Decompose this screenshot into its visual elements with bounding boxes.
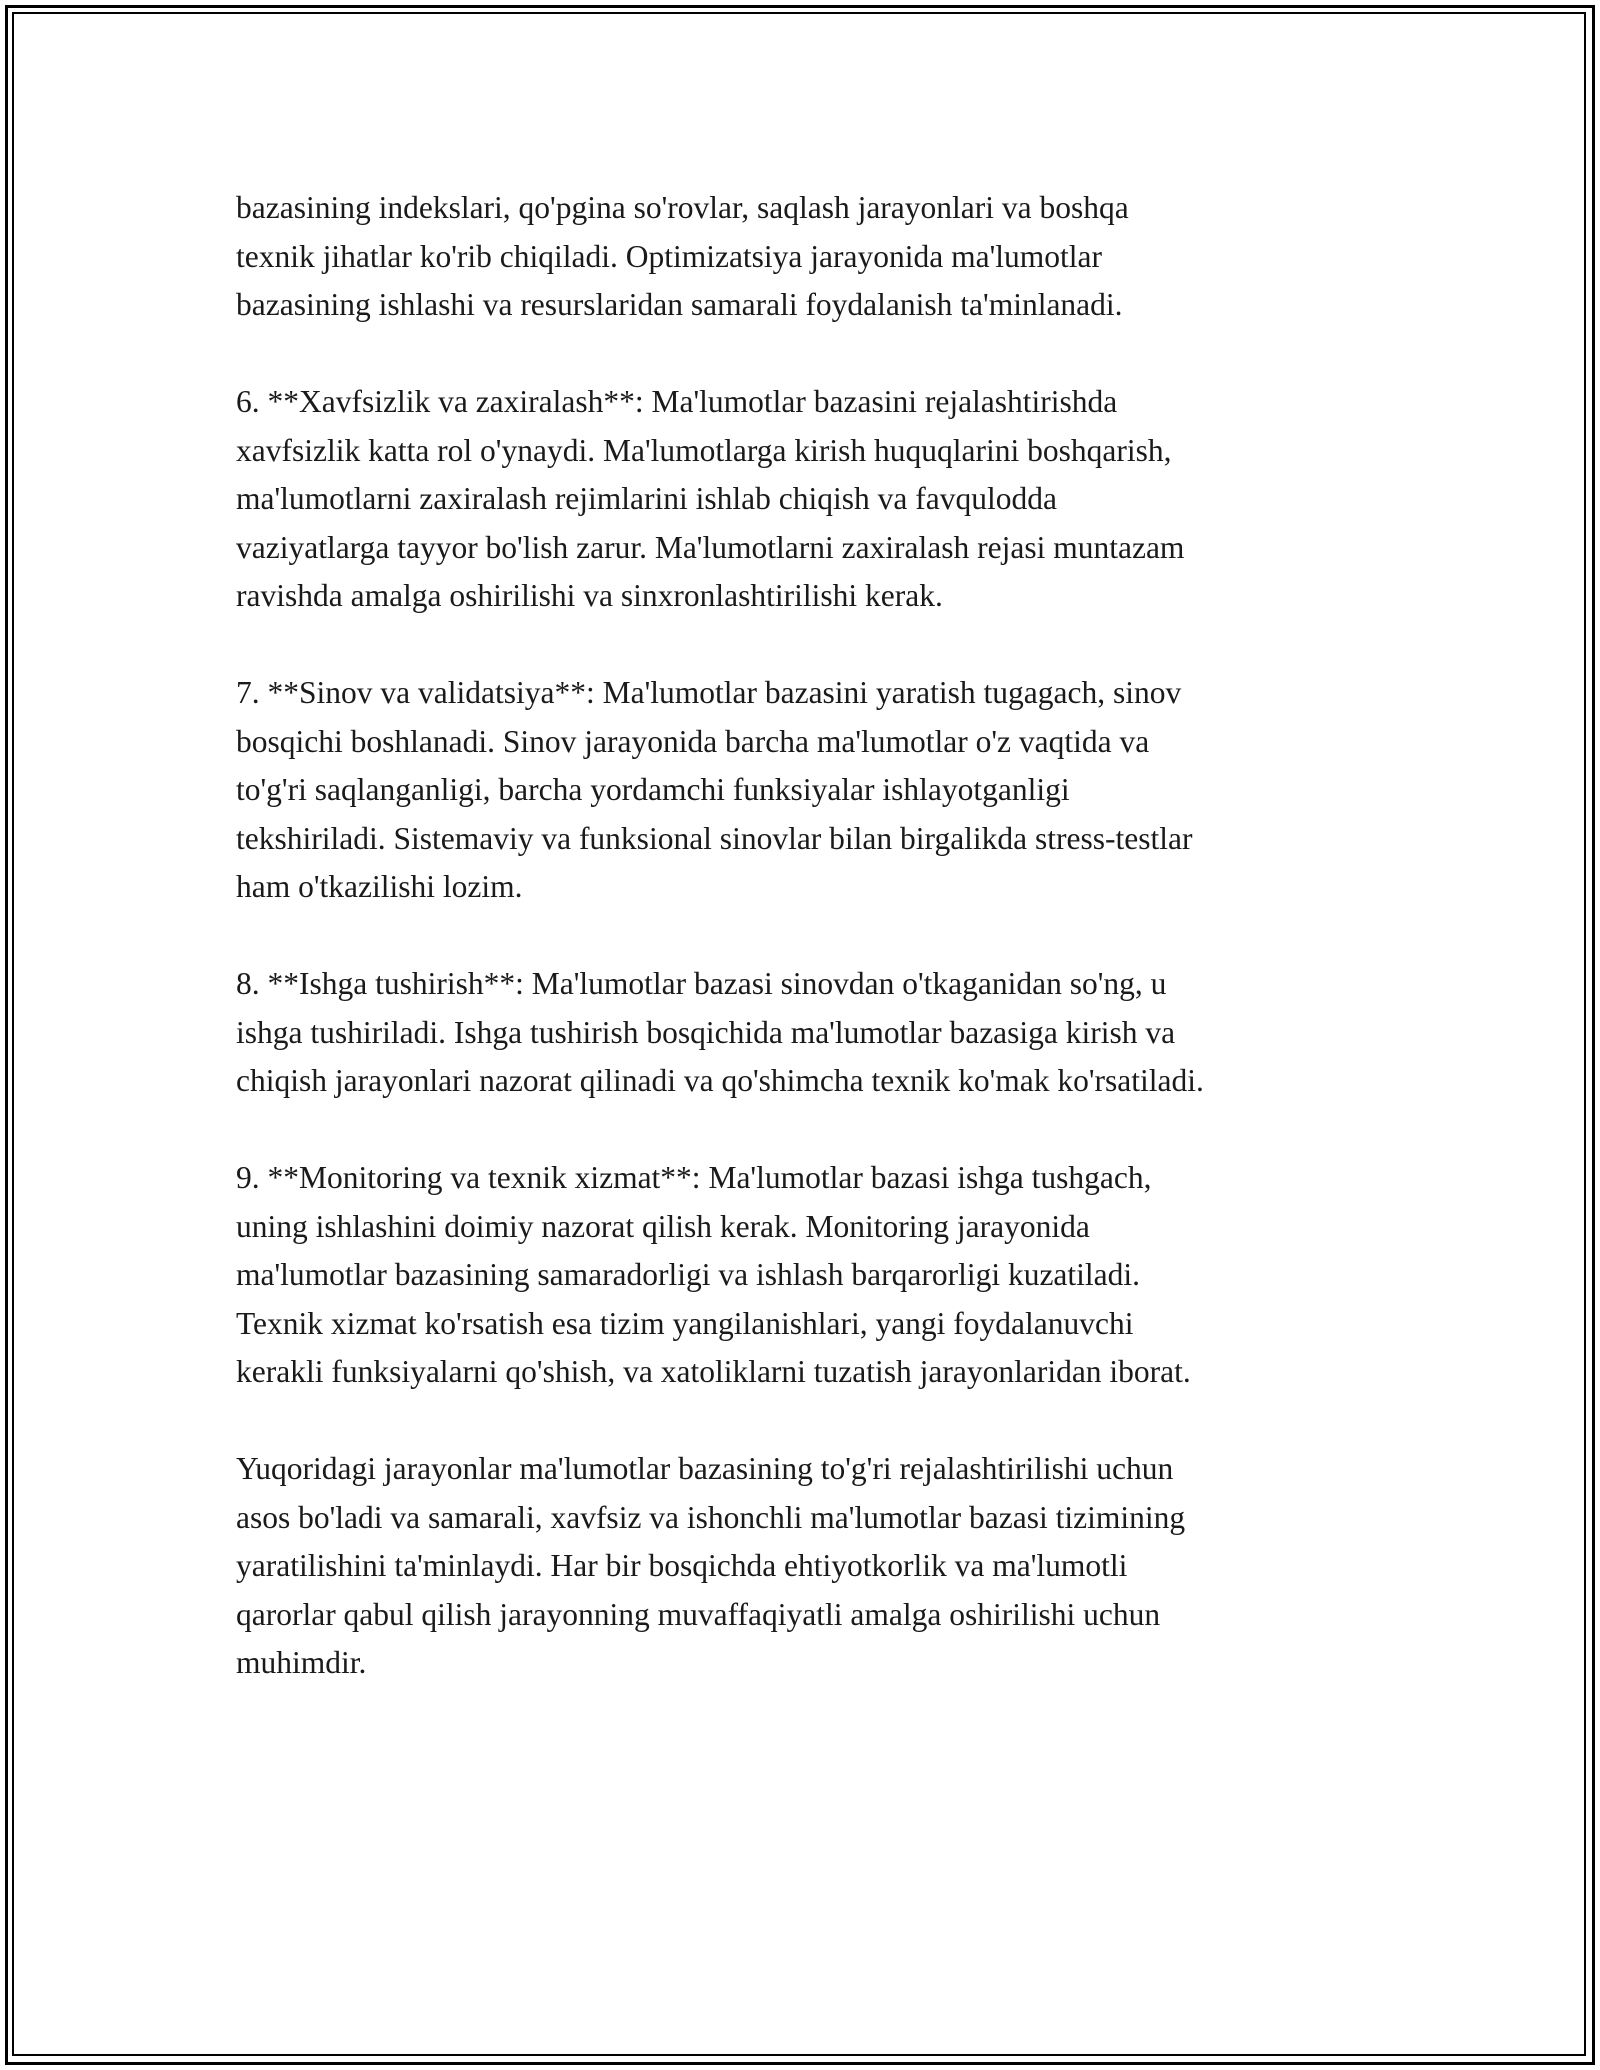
paragraph-deployment — [236, 960, 1396, 1106]
text-line: 7. **Sinov va validatsiya**: Ma'lumotlar bazasini yaratish tugagach, sinov — [236, 675, 1182, 710]
text-line: 8. **Ishga tushirish**: Ma'lumotlar bazasi sinovdan o'tkaganidan so'ng, u — [236, 966, 1167, 1001]
text-line: uning ishlashini doimiy nazorat qilish kerak. Monitoring jarayonida — [236, 1208, 1090, 1244]
text-line: bosqichi boshlanadi. Sinov jarayonida barcha ma'lumotlar o'z vaqtida va — [236, 723, 1150, 759]
paragraph-conclusion — [236, 1445, 1396, 1688]
paragraph-security-backup — [236, 378, 1396, 621]
text-line: muhimdir. — [236, 1645, 367, 1680]
text-line: bazasining indekslari, qo'pgina so'rovlar, saqlash jarayonlari va boshqa — [236, 190, 1129, 225]
text-line: qarorlar qabul qilish jarayonning muvaffaqiyatli amalga oshirilishi uchun — [236, 1596, 1161, 1632]
text-line: texnik jihatlar ko'rib chiqiladi. Optimizatsiya jarayonida ma'lumotlar — [236, 238, 1102, 274]
text-line: asos bo'ladi va samarali, xavfsiz va ishonchli ma'lumotlar bazasi tizimining — [236, 1499, 1186, 1535]
text-line: to'g'ri saqlanganligi, barcha yordamchi funksiyalar ishlayotganligi — [236, 772, 1070, 807]
text-line: 9. **Monitoring va texnik xizmat**: Ma'lumotlar bazasi ishga tushgach, — [236, 1160, 1152, 1195]
paragraph-optimization-continued — [236, 184, 1396, 330]
text-line: vaziyatlarga tayyor bo'lish zarur. Ma'lumotlarni zaxiralash rejasi muntazam — [236, 529, 1185, 565]
text-line: ishga tushiriladi. Ishga tushirish bosqichida ma'lumotlar bazasiga kirish va — [236, 1014, 1176, 1050]
text-line: chiqish jarayonlari nazorat qilinadi va qo'shimcha texnik ko'mak ko'rsatiladi. — [236, 1063, 1204, 1098]
text-line: bazasining ishlashi va resurslaridan samarali foydalanish ta'minlanadi. — [236, 287, 1123, 322]
text-line: Texnik xizmat ko'rsatish esa tizim yangilanishlari, yangi foydalanuvchi — [236, 1305, 1134, 1341]
text-line: ma'lumotlar bazasining samaradorligi va ishlash barqarorligi kuzatiladi. — [236, 1257, 1141, 1292]
text-line: ham o'tkazilishi lozim. — [236, 869, 523, 904]
paragraph-monitoring-maintenance — [236, 1154, 1396, 1397]
text-line: xavfsizlik katta rol o'ynaydi. Ma'lumotlarga kirish huquqlarini boshqarish, — [236, 432, 1172, 468]
text-line: ravishda amalga oshirilishi va sinxronlashtirilishi kerak. — [236, 578, 943, 613]
text-line: yaratilishini ta'minlaydi. Har bir bosqichda ehtiyotkorlik va ma'lumotli — [236, 1548, 1128, 1583]
paragraph-testing-validation — [236, 669, 1396, 912]
text-line: ma'lumotlarni zaxiralash rejimlarini ishlab chiqish va favqulodda — [236, 481, 1057, 516]
text-line: 6. **Xavfsizlik va zaxiralash**: Ma'lumotlar bazasini rejalashtirishda — [236, 384, 1118, 419]
text-line: tekshiriladi. Sistemaviy va funksional sinovlar bilan birgalikda stress-testlar — [236, 820, 1193, 856]
text-line: kerakli funksiyalarni qo'shish, va xatoliklarni tuzatish jarayonlaridan iborat. — [236, 1354, 1191, 1389]
text-line: Yuqoridagi jarayonlar ma'lumotlar bazasining to'g'ri rejalashtirilishi uchun — [236, 1451, 1174, 1486]
document-body — [236, 184, 1396, 1736]
